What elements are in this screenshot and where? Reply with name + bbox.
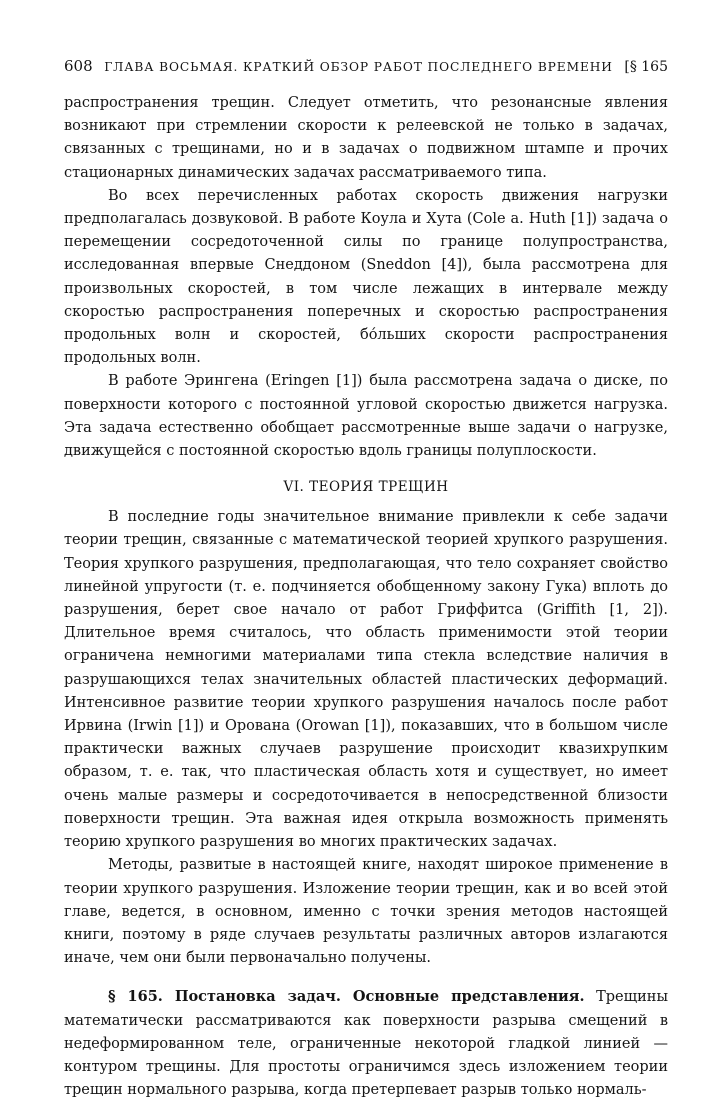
subsection-heading: § 165. Постановка задач. Основные представления. bbox=[108, 988, 585, 1006]
page-number: 608 bbox=[64, 57, 93, 75]
section-title: VI. ТЕОРИЯ ТРЕЩИН bbox=[283, 479, 449, 496]
page-header bbox=[64, 52, 668, 80]
paragraph-rotating-disk: В работе Эрингена (Eringen [1]) была рассмотрена задача о диске, по поверхности которого с постоянной угловой скоростью движется нагрузка. Эта задача естественно обобщает рассмотренные выше задачи о нагрузке, движущейся с постоянной скоростью вдоль границы полуплоскости. bbox=[64, 373, 668, 460]
paragraph-supersonic-loads: Во всех перечисленных работах скорость движения нагрузки предполагалась дозвуковой. В работе Коула и Хута (Cole a. Huth [1]) задача о перемещении сосредоточенной силы по границе полупространства, исследованная впервые Снеддоном (Sneddon [4]), была рассмотрена для произвольных скоростей, в том числе лежащих в интервале между скоростью распространения поперечных и скоростью распространения продольных волн и скоростей, бо́льших скорости распространения продольных волн. bbox=[64, 187, 668, 367]
subsection-text: Трещины математически рассматриваются как поверхности разрыва смещений в недеформированном теле, ограниченные некоторой гладкой линией — контуром трещины. Для простоты ограничимся здесь изложением теории трещин нормального разрыва, когда претерпевает разрыв только нормаль- bbox=[64, 989, 668, 1099]
header-section-ref: [§ 165 bbox=[624, 59, 668, 75]
paragraph-methods: Методы, развитые в настоящей книге, находят широкое применение в теории хрупкого разрушения. Изложение теории трещин, как и во всей этой главе, ведется, в основном, именно с точки зрения методов настоящей книги, поэтому в ряде случаев результаты различных авторов излагаются иначе, чем они были первоначально получены. bbox=[64, 857, 668, 967]
paragraph-continuation: распространения трещин. Следует отметить, что резонансные явления возникают при стремлении скорости к релеевской не только в задачах, связанных с трещинами, но и в задачах о подвижном штампе и прочих стационарных динамических задачах рассматриваемого типа. bbox=[64, 95, 668, 181]
book-page bbox=[64, 52, 668, 1102]
paragraph-brittle-fracture: В последние годы значительное внимание привлекли к себе задачи теории трещин, связанные с математической теорией хрупкого разрушения. Теория хрупкого разрушения, предполагающая, что тело сохраняет свойство линейной упругости (т. е. подчиняется обобщенному закону Гука) вплоть до разрушения, берет свое начало от работ Гриффитса (Griffith [1, 2]). Длительное время считалось, что область применимости этой теории ограничена немногими материалами типа стекла вследствие наличия в разрушающихся телах значительных областей пластических деформаций. Интенсивное развитие теории хрупкого разрушения началось после работ Ирвина (Irwin [1]) и Орована (Orowan [1]), показавших, что в большом числе практически важных случаев разрушение происходит квазихрупким образом, т. е. так, что пластическая область хотя и существует, но имеет очень малые размеры и сосредоточивается в непосредственной близости поверхности трещин. Эта важная идея открыла возможность применять теорию хрупкого разрушения во многих практических задачах. bbox=[64, 509, 668, 851]
subsection-paragraph bbox=[64, 985, 668, 1102]
running-title: ГЛАВА ВОСЬМАЯ. КРАТКИЙ ОБЗОР РАБОТ ПОСЛЕДНЕГО ВРЕМЕНИ bbox=[104, 60, 613, 74]
